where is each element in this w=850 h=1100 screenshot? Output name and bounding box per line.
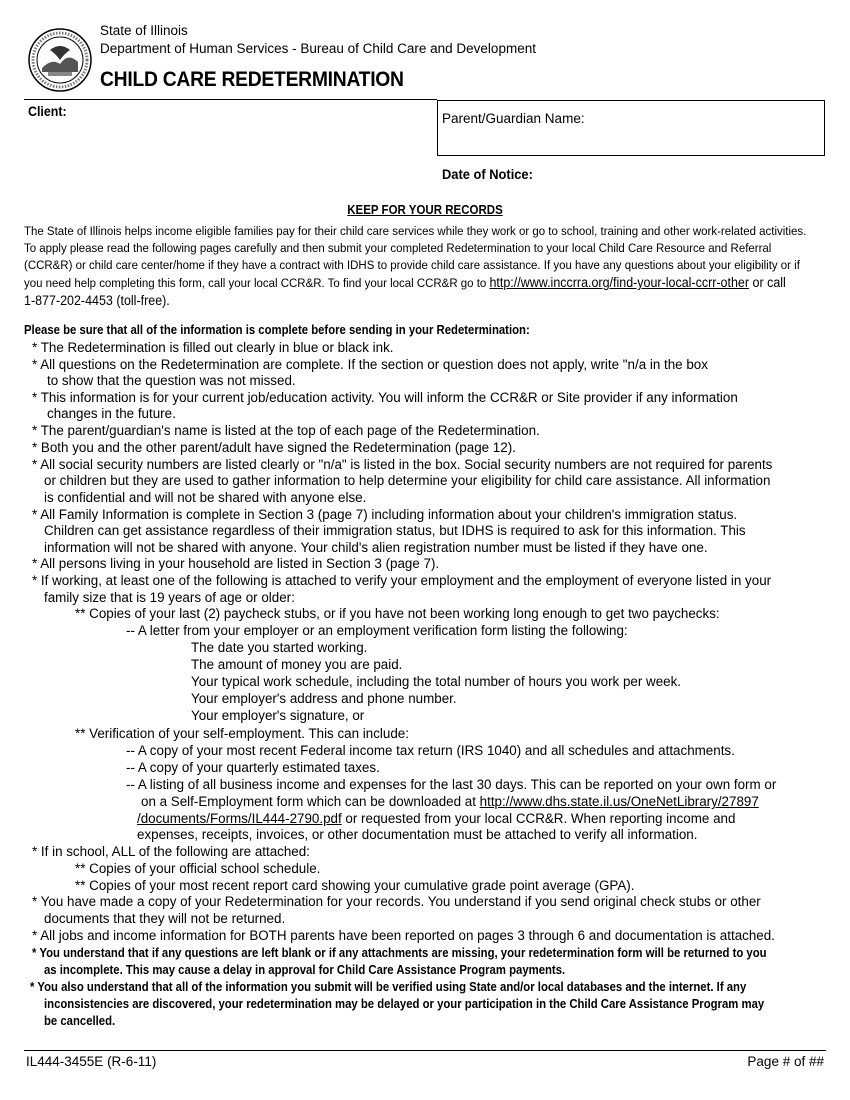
agency-department: Department of Human Services - Bureau of Child Care and Development bbox=[100, 41, 536, 56]
intro-tail: or call bbox=[749, 275, 786, 290]
self-employment-form-link-cont[interactable]: /documents/Forms/IL444-2790.pdf bbox=[137, 811, 342, 826]
intro-text: The State of Illinois helps income eligible families pay for their child care services while they work or go to school, training and other work-related activities. To apply please read the following pages carefully and then submit your completed Redetermination to your local Child Care Resource and Referral (CCR&R) or child care center/home if they have a contract with IDHS to provide child care assistance. If you have any questions about your eligibility or if you need help completing this form, call your local CCR&R. To find your local CCR&R go to bbox=[24, 224, 807, 290]
checklist-line: * You have made a copy of your Redetermination for your records. You understand if you send original check stubs or other bbox=[32, 894, 761, 909]
checklist-line: -- A copy of your most recent Federal income tax return (IRS 1040) and all schedules and attachments. bbox=[126, 743, 735, 758]
agency-state: State of Illinois bbox=[100, 23, 188, 38]
agency-header bbox=[100, 22, 536, 58]
checklist-line: The date you started working. bbox=[191, 640, 368, 655]
date-of-notice-label: Date of Notice: bbox=[442, 166, 533, 182]
checklist-line: * The Redetermination is filled out clearly in blue or black ink. bbox=[32, 340, 394, 355]
checklist-line bbox=[137, 811, 735, 827]
checklist-line: * The parent/guardian's name is listed at the top of each page of the Redetermination. bbox=[32, 423, 540, 438]
guardian-name-label: Parent/Guardian Name: bbox=[442, 111, 585, 126]
checklist-line: * If working, at least one of the following is attached to verify your employment and the employment of everyone listed in your bbox=[32, 573, 772, 588]
self-employment-form-link[interactable]: http://www.dhs.state.il.us/OneNetLibrary/27897 bbox=[479, 794, 759, 809]
checklist-line: -- A letter from your employer or an employment verification form listing the following: bbox=[126, 623, 628, 638]
checklist-line-bold: be cancelled. bbox=[44, 1014, 116, 1028]
checklist-line: changes in the future. bbox=[47, 406, 176, 421]
checklist-line: ** Copies of your most recent report card showing your cumulative grade point average (GPA). bbox=[75, 878, 635, 893]
page-title: CHILD CARE REDETERMINATION bbox=[100, 68, 404, 91]
checklist-line: Your employer's address and phone number. bbox=[191, 691, 457, 706]
header-divider bbox=[24, 99, 437, 100]
checklist-line: ** Copies of your last (2) paycheck stubs, or if you have not been working long enough to get two paychecks: bbox=[75, 606, 720, 621]
toll-free-phone: 1-877-202-4453 (toll-free). bbox=[24, 293, 170, 308]
checklist-line-bold: * You also understand that all of the information you submit will be verified using State and/or local databases and the internet. If any bbox=[30, 980, 747, 994]
checklist-line: * All questions on the Redetermination are complete. If the section or question does not apply, write "n/a in the box bbox=[32, 357, 708, 372]
footer-divider bbox=[24, 1050, 826, 1051]
checklist-line: expenses, receipts, invoices, or other documentation must be attached to verify all information. bbox=[137, 827, 698, 842]
checklist-line: -- A listing of all business income and expenses for the last 30 days. This can be reported on your own form or bbox=[126, 777, 777, 792]
checklist-line: Children can get assistance regardless of their immigration status, but IDHS is required to ask for this information. This bbox=[44, 523, 746, 538]
checklist-line: The amount of money you are paid. bbox=[191, 657, 403, 672]
checklist-line-bold: inconsistencies are discovered, your redetermination may be delayed or your participation in the Child Care Assistance Program may bbox=[44, 997, 765, 1011]
ccrr-link[interactable]: http://www.inccrra.org/find-your-local-ccrr-other bbox=[489, 275, 750, 290]
form-number: IL444-3455E (R-6-11) bbox=[26, 1054, 157, 1069]
client-label: Client: bbox=[28, 104, 67, 119]
checklist-line: * Both you and the other parent/adult have signed the Redetermination (page 12). bbox=[32, 440, 516, 455]
checklist-line: ** Verification of your self-employment. This can include: bbox=[75, 726, 409, 741]
self-employment-text: on a Self-Employment form which can be downloaded at bbox=[141, 794, 480, 809]
checklist-line: family size that is 19 years of age or older: bbox=[44, 590, 295, 605]
checklist-line: Your typical work schedule, including the total number of hours you work per week. bbox=[191, 674, 682, 689]
checklist-line: documents that they will not be returned. bbox=[44, 911, 286, 926]
page-number: Page # of ## bbox=[747, 1054, 824, 1069]
checklist-heading: Please be sure that all of the information is complete before sending in your Redetermination: bbox=[24, 323, 530, 337]
self-employment-text-cont: or requested from your local CCR&R. When reporting income and bbox=[341, 811, 736, 826]
checklist-line: is confidential and will not be shared with anyone else. bbox=[44, 490, 367, 505]
checklist-line bbox=[141, 794, 759, 810]
checklist-line: -- A copy of your quarterly estimated taxes. bbox=[126, 760, 380, 775]
checklist-line: to show that the question was not missed. bbox=[47, 373, 296, 388]
intro-paragraph bbox=[24, 223, 820, 310]
checklist-line: information will not be shared with anyone. Your child's alien registration number must be listed if they have one. bbox=[44, 540, 708, 555]
state-seal-logo bbox=[28, 28, 92, 92]
checklist-line: * All persons living in your household are listed in Section 3 (page 7). bbox=[32, 556, 440, 571]
checklist-line: Your employer's signature, or bbox=[191, 708, 365, 723]
checklist-line: * All jobs and income information for BOTH parents have been reported on pages 3 through 6 and documentation is attached. bbox=[32, 928, 775, 943]
checklist-line: * If in school, ALL of the following are attached: bbox=[32, 844, 310, 859]
checklist-line: * All Family Information is complete in Section 3 (page 7) including information about your children's immigration status. bbox=[32, 507, 738, 522]
checklist-line-bold: * You understand that if any questions are left blank or if any attachments are missing, your redetermination form will be returned to you bbox=[32, 946, 767, 960]
guardian-name-field[interactable] bbox=[437, 100, 825, 156]
keep-records-heading: KEEP FOR YOUR RECORDS bbox=[347, 203, 503, 217]
checklist-line: ** Copies of your official school schedule. bbox=[75, 861, 321, 876]
checklist-line: * All social security numbers are listed clearly or "n/a" is listed in the box. Social security numbers are not required for parents bbox=[32, 457, 773, 472]
checklist-line-bold: as incomplete. This may cause a delay in approval for Child Care Assistance Program payments. bbox=[44, 963, 566, 977]
checklist-line: * This information is for your current job/education activity. You will inform the CCR&R or Site provider if any information bbox=[32, 390, 738, 405]
checklist-line: or children but they are used to gather information to help determine your eligibility for child care assistance. All information bbox=[44, 473, 771, 488]
